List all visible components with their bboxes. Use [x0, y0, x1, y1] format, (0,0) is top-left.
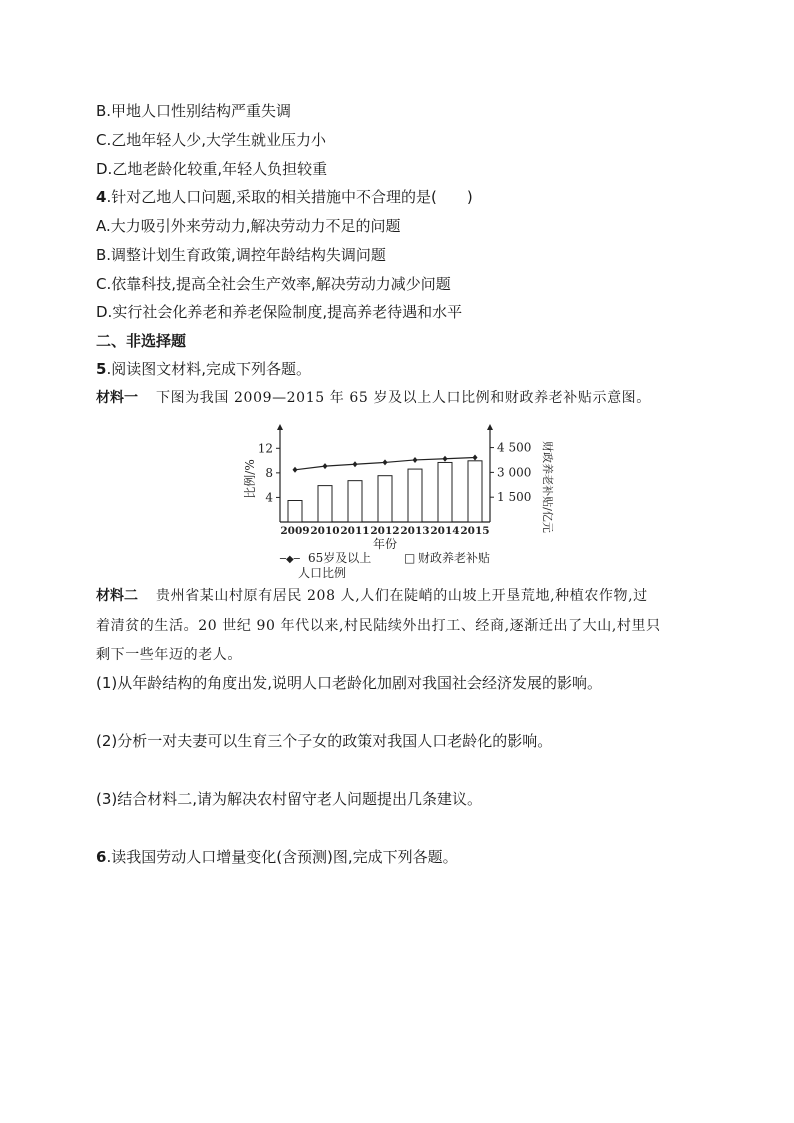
material2-line1	[96, 586, 648, 606]
q4-option-c: C.依靠科技,提高全社会生产效率,解决劳动力减少问题	[96, 275, 451, 293]
line-point	[353, 461, 358, 467]
q6-stem	[96, 847, 458, 867]
x-tick-label: 2010	[310, 525, 340, 537]
bar-subsidy	[378, 476, 392, 522]
q3-option-c: C.乙地年轻人少,大学生就业压力小	[96, 131, 327, 149]
q3-option-d: D.乙地老龄化较重,年轻人负担较重	[96, 160, 328, 178]
left-tick-label: 8	[265, 465, 273, 480]
legend-line-marker: ─◆─	[280, 554, 300, 565]
q5-stem	[96, 359, 311, 379]
x-axis-title: 年份	[372, 537, 398, 551]
right-axis-title: 财政养老补贴/亿元	[541, 441, 554, 533]
x-tick-label: 2009	[280, 525, 310, 537]
legend-bar-marker: □	[404, 551, 416, 565]
material1-text: 下图为我国 2009—2015 年 65 岁及以上人口比例和财政养老补贴示意图。	[156, 390, 651, 406]
material2-label: 材料二	[96, 588, 138, 604]
left-axis-title: 比例/%	[243, 459, 257, 499]
line-point	[473, 455, 478, 461]
bar-subsidy	[468, 461, 482, 522]
line-point	[323, 463, 328, 469]
x-tick-label: 2011	[340, 525, 370, 537]
q5-sub2: (2)分析一对夫妻可以生育三个子女的政策对我国人口老龄化的影响。	[96, 732, 553, 750]
q5-stem-text: .阅读图文材料,完成下列各题。	[106, 360, 311, 378]
x-tick-label: 2015	[460, 525, 490, 537]
q5-sub1: (1)从年龄结构的角度出发,说明人口老龄化加剧对我国社会经济发展的影响。	[96, 674, 603, 692]
material1-label: 材料一	[96, 390, 138, 406]
x-tick-label: 2014	[430, 525, 460, 537]
line-point	[383, 459, 388, 465]
left-tick-label: 12	[257, 441, 273, 456]
line-point	[293, 467, 298, 473]
right-tick-label: 4 500	[497, 440, 532, 455]
left-axis-arrow	[277, 424, 283, 430]
legend-bar-label: 财政养老补贴	[418, 551, 491, 565]
left-tick-label: 4	[265, 490, 273, 505]
bar-subsidy	[408, 469, 422, 522]
q4-option-d: D.实行社会化养老和养老保险制度,提高养老待遇和水平	[96, 303, 463, 321]
line-point	[413, 457, 418, 463]
q4-option-a: A.大力吸引外来劳动力,解决劳动力不足的问题	[96, 217, 401, 235]
q4-stem	[96, 187, 473, 207]
line-point	[443, 456, 448, 462]
q5-number: 5	[96, 360, 107, 378]
legend-line-label-2: 人口比例	[298, 566, 347, 580]
q4-number: 4	[96, 188, 107, 206]
x-tick-label: 2013	[400, 525, 430, 537]
bar-subsidy	[438, 462, 452, 522]
bar-subsidy	[288, 501, 302, 523]
legend-line-label-1: 65岁及以上	[308, 551, 372, 565]
bar-subsidy	[318, 486, 332, 522]
material2-line2: 着清贫的生活。20 世纪 90 年代以来,村民陆续外出打工、经商,逐渐迁出了大山,村里只	[96, 618, 661, 634]
material2-line3: 剩下一些年迈的老人。	[96, 647, 242, 663]
q6-number: 6	[96, 848, 107, 866]
aging-subsidy-chart	[238, 412, 558, 582]
x-tick-label: 2012	[370, 525, 400, 537]
material2-text-1: 贵州省某山村原有居民 208 人,人们在陡峭的山坡上开垦荒地,种植农作物,过	[156, 588, 648, 604]
right-tick-label: 1 500	[497, 490, 532, 505]
q5-sub3: (3)结合材料二,请为解决农村留守老人问题提出几条建议。	[96, 790, 483, 808]
q4-option-b: B.调整计划生育政策,调控年龄结构失调问题	[96, 246, 386, 264]
section-title: 二、非选择题	[96, 332, 187, 350]
right-tick-label: 3 000	[497, 465, 532, 480]
q4-stem-text: .针对乙地人口问题,采取的相关措施中不合理的是( )	[106, 188, 473, 206]
right-axis-arrow	[487, 424, 493, 430]
q6-stem-text: .读我国劳动人口增量变化(含预测)图,完成下列各题。	[106, 848, 458, 866]
material1	[96, 388, 651, 408]
bar-subsidy	[348, 481, 362, 522]
q3-option-b: B.甲地人口性别结构严重失调	[96, 102, 292, 120]
